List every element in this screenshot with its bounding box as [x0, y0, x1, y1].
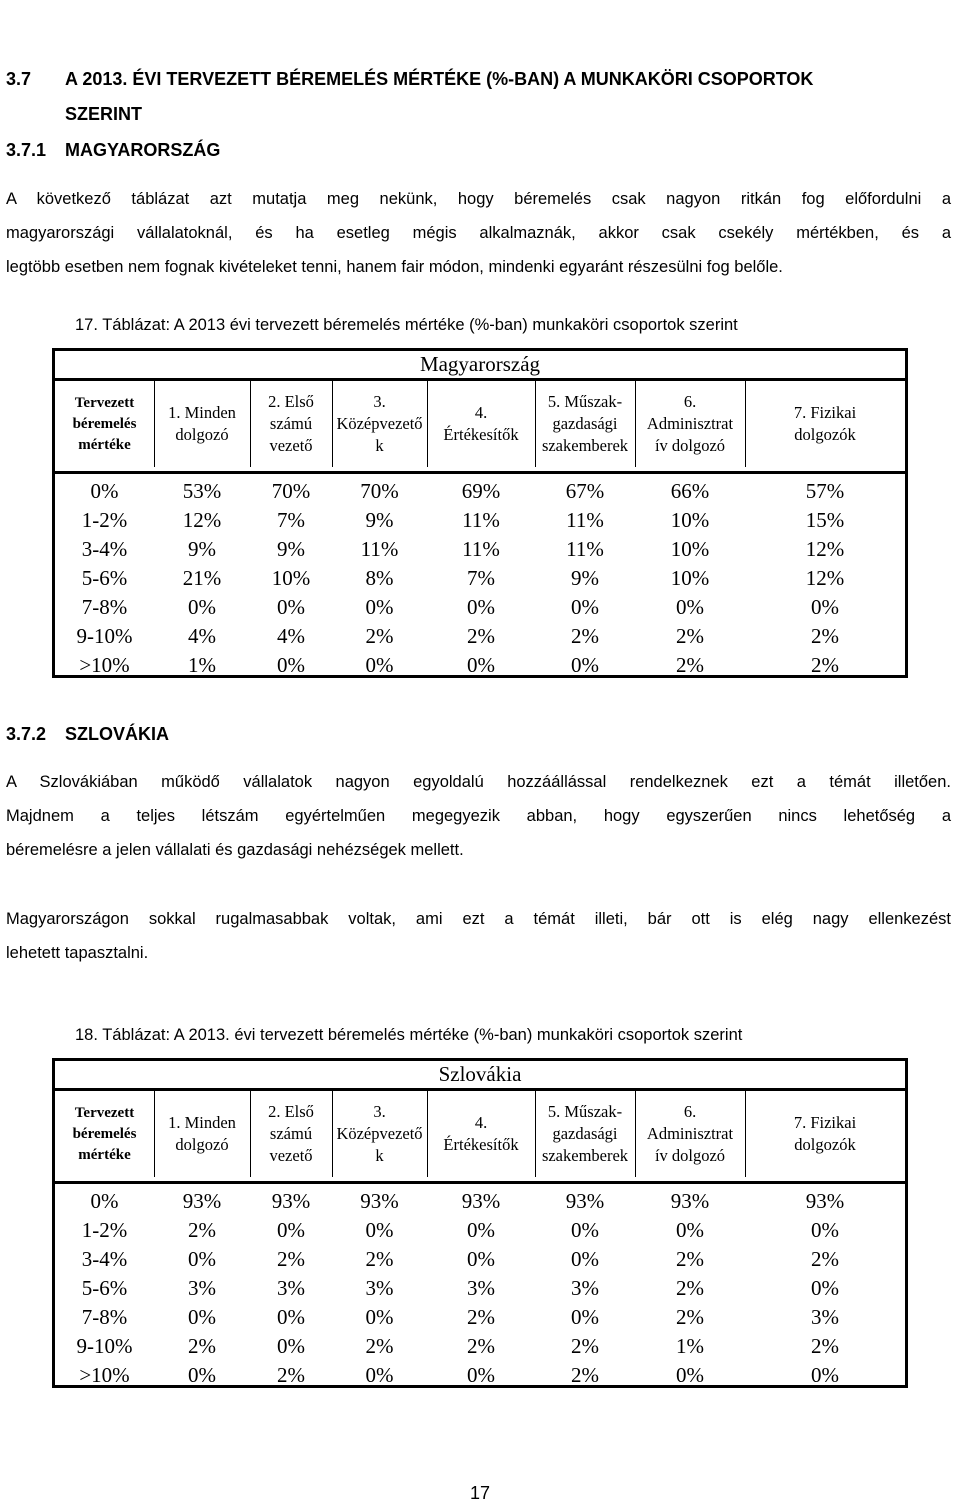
row-label-cell: 5-6% [81, 566, 128, 590]
header-line: dolgozók [794, 425, 856, 444]
row-label-cell: 5-6% [81, 1276, 128, 1300]
table-cell: 2% [467, 1305, 495, 1329]
header-line: 3. [373, 1102, 386, 1121]
header-line: szakemberek [541, 1146, 629, 1165]
table-cell: 0% [188, 1305, 216, 1329]
table-cell: 12% [182, 508, 222, 532]
header-line: 4. [474, 1113, 488, 1132]
header-line: 2. Első [268, 1102, 314, 1121]
column-header [250, 381, 332, 467]
table-cell: 2% [811, 1247, 839, 1271]
table-hungary [52, 348, 908, 678]
table-row [55, 593, 905, 622]
paragraph-line: magyarországi vállalatoknál, és ha esetleg mégis alkalmaznák, akkor csak csekély mértékben, és a [6, 224, 951, 242]
header-line: béremelés [72, 415, 137, 432]
paragraph-2 [6, 765, 951, 867]
header-line: vezető [269, 436, 313, 455]
table-cell: 0% [467, 1247, 495, 1271]
table-cell: 7% [467, 566, 495, 590]
table-cell: 0% [571, 1218, 599, 1242]
table-cell: 93% [182, 1189, 222, 1213]
header-line: Középvezető [336, 1124, 423, 1143]
column-divider [635, 381, 636, 467]
table-cell: 0% [277, 595, 305, 619]
table-cell: 0% [188, 1247, 216, 1271]
column-divider [154, 381, 155, 467]
paragraph-line: A Szlovákiában működő vállalatok nagyon egyoldalú hozzáállással rendelkeznek ezt a témát illetően. [6, 773, 951, 791]
table-cell: 0% [277, 653, 305, 677]
table-cell: 2% [365, 624, 394, 648]
row-label-cell: 1-2% [81, 1218, 128, 1242]
header-line: számú [269, 1124, 313, 1143]
table-slovakia [52, 1058, 908, 1388]
subsection-number-2: 3.7.2 [6, 724, 47, 744]
header-line: mértéke [78, 1146, 131, 1163]
header-line: Középvezető [336, 414, 423, 433]
table-row [55, 1361, 905, 1390]
table-cell: 0% [811, 595, 839, 619]
header-line: k [375, 1146, 384, 1165]
table-cell: 10% [670, 566, 710, 590]
header-line: 5. Műszak- [547, 1102, 623, 1121]
table-cell: 9% [188, 537, 216, 561]
table-cell: 3% [571, 1276, 599, 1300]
column-header [427, 381, 535, 467]
table-caption-2: 18. Táblázat: A 2013. évi tervezett béremelés mértéke (%-ban) munkaköri csoportok szerint [75, 1026, 743, 1044]
table-cell: 2% [188, 1218, 216, 1242]
table-cell: 93% [565, 1189, 605, 1213]
table-cell: 12% [805, 537, 845, 561]
table-cell: 0% [467, 1218, 495, 1242]
table-row [55, 1245, 905, 1274]
header-line: 6. [683, 392, 697, 411]
table-cell: 2% [277, 1247, 305, 1271]
header-line: Értékesítők [443, 425, 519, 444]
table-cell: 3% [467, 1276, 495, 1300]
column-header [250, 1091, 332, 1177]
table-caption-1: 17. Táblázat: A 2013 évi tervezett béremelés mértéke (%-ban) munkaköri csoportok szerint [75, 316, 738, 334]
row-label-cell: 7-8% [81, 1305, 128, 1329]
table-cell: 93% [360, 1189, 399, 1213]
row-label-cell: 7-8% [81, 595, 128, 619]
table-cell: 3% [188, 1276, 216, 1300]
row-label-cell: 0% [90, 1189, 119, 1213]
header-line: k [375, 436, 384, 455]
table-cell: 10% [670, 508, 710, 532]
table-cell: 57% [805, 479, 845, 503]
table-cell: 0% [676, 1218, 704, 1242]
table-cell: 4% [188, 624, 216, 648]
table-row [55, 477, 905, 506]
table-cell: 93% [271, 1189, 311, 1213]
table-cell: 0% [277, 1334, 305, 1358]
table-cell: 11% [566, 537, 604, 561]
table-row [55, 564, 905, 593]
column-header [332, 381, 427, 467]
header-line: 4. [474, 403, 488, 422]
header-separator [55, 1181, 905, 1184]
table-cell: 0% [571, 595, 599, 619]
header-line: Értékesítők [443, 1135, 519, 1154]
table-cell: 11% [462, 508, 500, 532]
table-cell: 0% [571, 653, 599, 677]
column-header [154, 1091, 250, 1177]
table-cell: 2% [277, 1363, 305, 1387]
header-line: ív dolgozó [654, 436, 726, 455]
table-cell: 93% [670, 1189, 710, 1213]
header-line: 6. [683, 1102, 697, 1121]
row-label-cell: >10% [79, 1363, 130, 1387]
table-cell: 2% [188, 1334, 216, 1358]
column-divider [250, 381, 251, 467]
table-cell: 2% [365, 1247, 394, 1271]
table-cell: 2% [571, 1334, 599, 1358]
paragraph-1 [6, 182, 951, 284]
header-line: béremelés [72, 1125, 137, 1142]
column-header [55, 381, 154, 467]
table-cell: 11% [360, 537, 399, 561]
section-number: 3.7 [6, 69, 32, 89]
subsection-number-1: 3.7.1 [6, 140, 47, 160]
header-line: dolgozó [175, 425, 229, 444]
table-cell: 53% [182, 479, 222, 503]
table-cell: 1% [188, 653, 216, 677]
paragraph-line: A következő táblázat azt mutatja meg nekünk, hogy béremelés csak nagyon ritkán fog előfordulni a [6, 190, 951, 208]
row-label-cell: 9-10% [76, 624, 133, 648]
column-header [635, 381, 745, 467]
table-cell: 0% [571, 1305, 599, 1329]
header-line: 7. Fizikai [793, 403, 857, 422]
header-line: mértéke [78, 436, 131, 453]
table-cell: 2% [676, 624, 704, 648]
table-cell: 3% [365, 1276, 394, 1300]
table-row [55, 622, 905, 651]
table-cell: 10% [271, 566, 311, 590]
row-label-cell: 3-4% [81, 1247, 128, 1271]
row-label-cell: >10% [79, 653, 130, 677]
table-cell: 0% [467, 1363, 495, 1387]
section-heading: A 2013. ÉVI TERVEZETT BÉREMELÉS MÉRTÉKE (%-BAN) A MUNKAKÖRI CSOPORTOK [65, 69, 814, 89]
column-header [154, 381, 250, 467]
column-divider [745, 381, 746, 467]
table-cell: 0% [676, 595, 704, 619]
column-divider [332, 1091, 333, 1177]
paragraph-line: Majdnem a teljes létszám egyértelműen megegyezik abban, hogy egyszerűen nincs lehetőség a [6, 807, 951, 825]
table-cell: 0% [571, 1247, 599, 1271]
table-cell: 7% [277, 508, 305, 532]
table-cell: 11% [566, 508, 604, 532]
header-separator [55, 471, 905, 474]
table-cell: 2% [571, 1363, 599, 1387]
table-cell: 2% [571, 624, 599, 648]
table-cell: 0% [365, 1305, 394, 1329]
table-cell: 69% [461, 479, 501, 503]
header-line: Adminisztrat [646, 414, 734, 433]
row-label-cell: 0% [90, 479, 119, 503]
header-line: dolgozók [794, 1135, 856, 1154]
row-label-cell: 3-4% [81, 537, 128, 561]
column-header [332, 1091, 427, 1177]
table-cell: 0% [467, 595, 495, 619]
table-cell: 2% [467, 624, 495, 648]
header-line: számú [269, 414, 313, 433]
table-cell: 10% [670, 537, 710, 561]
column-header [55, 1091, 154, 1177]
page-number: 17 [469, 1483, 491, 1503]
table-cell: 2% [676, 1247, 704, 1271]
table-cell: 0% [811, 1276, 839, 1300]
table-cell: 93% [461, 1189, 501, 1213]
table-cell: 12% [805, 566, 845, 590]
header-line: 1. Minden [168, 403, 236, 422]
table-cell: 0% [277, 1305, 305, 1329]
subsection-title-2: SZLOVÁKIA [65, 724, 170, 744]
table-cell: 0% [188, 595, 216, 619]
table-cell: 2% [811, 1334, 839, 1358]
table-cell: 9% [571, 566, 599, 590]
header-line: ív dolgozó [654, 1146, 726, 1165]
subsection-title-1: MAGYARORSZÁG [65, 140, 221, 160]
column-divider [427, 1091, 428, 1177]
table-cell: 2% [811, 624, 839, 648]
table-cell: 3% [277, 1276, 305, 1300]
paragraph-line: béremelésre a jelen vállalati és gazdasági nehézségek mellett. [6, 841, 464, 859]
table-row [55, 1274, 905, 1303]
table-title: Szlovákia [55, 1061, 905, 1091]
table-cell: 66% [670, 479, 710, 503]
row-label-cell: 9-10% [76, 1334, 133, 1358]
table-cell: 0% [188, 1363, 216, 1387]
header-line: vezető [269, 1146, 313, 1165]
table-cell: 2% [676, 653, 704, 677]
table-cell: 2% [467, 1334, 495, 1358]
table-cell: 21% [182, 566, 222, 590]
header-line: Tervezett [74, 1104, 135, 1121]
table-cell: 0% [365, 1363, 394, 1387]
table-cell: 2% [811, 653, 839, 677]
table-cell: 2% [365, 1334, 394, 1358]
paragraph-line: legtöbb esetben nem fognak kivételeket tenni, hanem fair módon, mindenki egyaránt részesülni fog belőle. [6, 258, 783, 276]
column-divider [427, 381, 428, 467]
column-header [635, 1091, 745, 1177]
table-cell: 67% [565, 479, 605, 503]
table-row [55, 506, 905, 535]
header-line: szakemberek [541, 436, 629, 455]
table-cell: 0% [365, 1218, 394, 1242]
table-cell: 1% [676, 1334, 704, 1358]
header-line: gazdasági [552, 414, 618, 433]
table-cell: 0% [365, 653, 394, 677]
table-cell: 0% [467, 653, 495, 677]
table-cell: 15% [805, 508, 845, 532]
column-divider [635, 1091, 636, 1177]
table-cell: 93% [805, 1189, 845, 1213]
column-divider [745, 1091, 746, 1177]
column-divider [154, 1091, 155, 1177]
table-row [55, 1332, 905, 1361]
header-line: 5. Műszak- [547, 392, 623, 411]
paragraph-3 [6, 902, 951, 970]
table-cell: 70% [360, 479, 399, 503]
table-cell: 9% [365, 508, 394, 532]
row-label-cell: 1-2% [81, 508, 128, 532]
table-cell: 0% [277, 1218, 305, 1242]
column-divider [535, 381, 536, 467]
column-divider [332, 381, 333, 467]
table-cell: 70% [271, 479, 311, 503]
table-cell: 0% [365, 595, 394, 619]
table-row [55, 1216, 905, 1245]
section-heading-cont: SZERINT [65, 104, 143, 124]
table-cell: 11% [462, 537, 500, 561]
column-header [535, 1091, 635, 1177]
table-row [55, 1303, 905, 1332]
table-cell: 4% [277, 624, 305, 648]
table-cell: 3% [811, 1305, 839, 1329]
paragraph-line: Magyarországon sokkal rugalmasabbak voltak, ami ezt a témát illeti, bár ott is elég nagy ellenkezést [6, 910, 951, 928]
table-cell: 0% [811, 1363, 839, 1387]
header-line: gazdasági [552, 1124, 618, 1143]
table-title: Magyarország [55, 351, 905, 381]
paragraph-line: lehetett tapasztalni. [6, 944, 149, 962]
table-cell: 0% [811, 1218, 839, 1242]
header-line: Adminisztrat [646, 1124, 734, 1143]
column-header [427, 1091, 535, 1177]
column-header [745, 1091, 905, 1177]
column-header [535, 381, 635, 467]
table-cell: 0% [676, 1363, 704, 1387]
header-line: Tervezett [74, 394, 135, 411]
header-line: 1. Minden [168, 1113, 236, 1132]
header-line: 2. Első [268, 392, 314, 411]
table-row [55, 651, 905, 680]
column-header [745, 381, 905, 467]
column-divider [250, 1091, 251, 1177]
column-divider [535, 1091, 536, 1177]
table-row [55, 1187, 905, 1216]
table-cell: 2% [676, 1305, 704, 1329]
table-row [55, 535, 905, 564]
table-cell: 9% [277, 537, 305, 561]
header-line: dolgozó [175, 1135, 229, 1154]
header-line: 3. [373, 392, 386, 411]
header-line: 7. Fizikai [793, 1113, 857, 1132]
table-cell: 8% [365, 566, 394, 590]
table-cell: 2% [676, 1276, 704, 1300]
